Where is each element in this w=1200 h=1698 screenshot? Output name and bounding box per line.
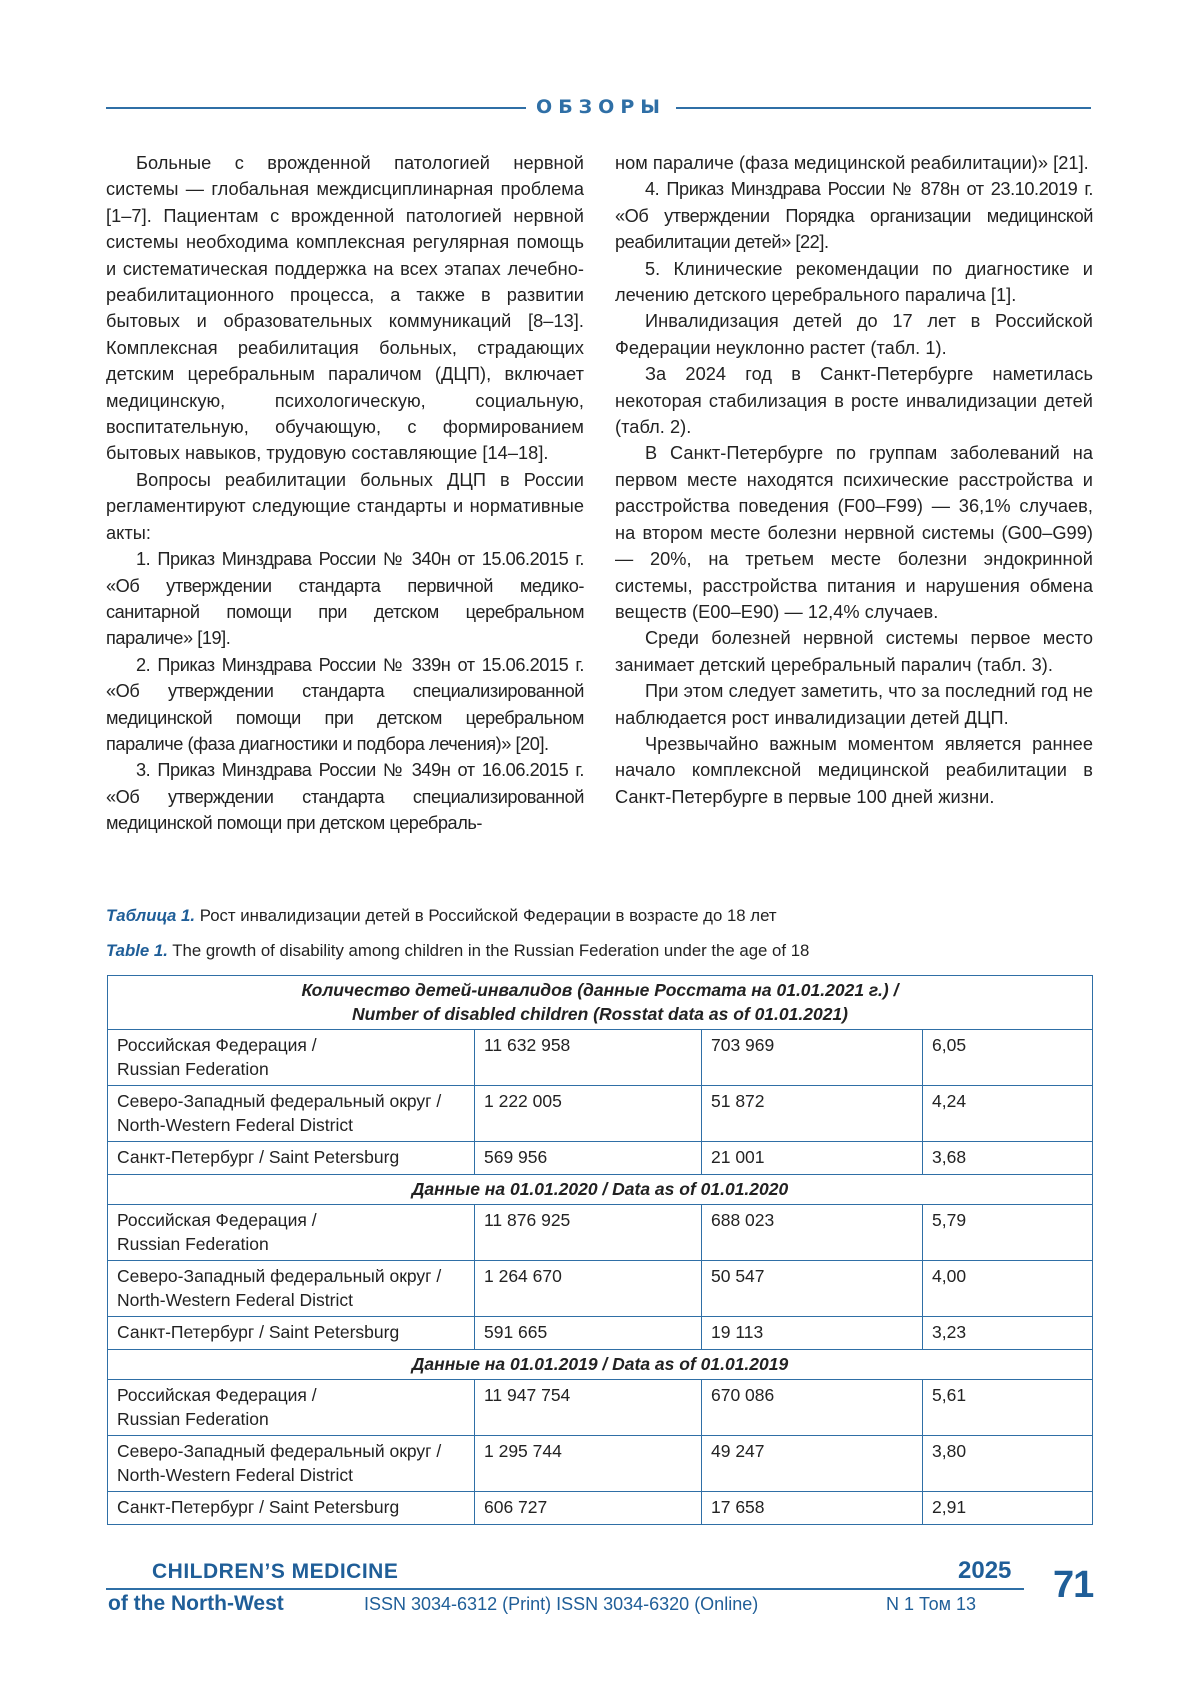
table-caption-ru-label: Таблица 1. — [106, 906, 196, 925]
total-children-cell: 11 876 925 — [475, 1205, 702, 1261]
region-cell — [108, 1205, 475, 1261]
volume-info: N 1 Том 13 — [886, 1594, 977, 1614]
section-title-line: Данные на 01.01.2020 / Data as of 01.01.2020 — [411, 1178, 789, 1199]
total-children-cell: 11 947 754 — [475, 1380, 702, 1436]
percent-cell: 3,80 — [923, 1436, 1093, 1492]
table-section-header — [108, 976, 1093, 1030]
percent-cell: 5,61 — [923, 1380, 1093, 1436]
region-name: Северо-Западный федеральный округ / — [117, 1441, 442, 1461]
region-name-en: North-Western Federal District — [117, 1464, 353, 1485]
total-children-cell: 606 727 — [475, 1492, 702, 1525]
journal-title: CHILDREN’S MEDICINE — [152, 1560, 399, 1583]
region-cell — [108, 1142, 475, 1175]
total-children-cell: 1 222 005 — [475, 1086, 702, 1142]
table-row — [108, 1261, 1093, 1317]
section-title-line: Number of disabled children (Rosstat data as of 01.01.2021) — [352, 1003, 848, 1024]
table-row — [108, 1030, 1093, 1086]
paragraph: 3. Приказ Минздрава России № 349н от 16.06.2015 г. «Об утверждении стандарта специализированной медицинской помощи при детском церебраль- — [106, 760, 584, 834]
region-cell — [108, 1492, 475, 1525]
paragraph: Среди болезней нервной системы первое место занимает детский церебральный паралич (табл. 3). — [615, 628, 1093, 675]
percent-cell: 2,91 — [923, 1492, 1093, 1525]
paragraph: 2. Приказ Минздрава России № 339н от 15.06.2015 г. «Об утверждении стандарта специализированной медицинской помощи при детском церебральном параличе (фаза диагностики и подбора лечения)» [20]. — [106, 654, 584, 754]
region-name-en: North-Western Federal District — [117, 1114, 353, 1135]
region-cell — [108, 1380, 475, 1436]
table-row — [108, 1380, 1093, 1436]
total-children-cell: 1 295 744 — [475, 1436, 702, 1492]
region-name: Санкт-Петербург / Saint Petersburg — [117, 1147, 400, 1167]
region-name-en: Russian Federation — [117, 1233, 269, 1254]
percent-cell: 4,00 — [923, 1261, 1093, 1317]
percent-cell: 3,23 — [923, 1317, 1093, 1350]
table-caption-en-text: The growth of disability among children in the Russian Federation under the age of 18 — [172, 941, 810, 960]
region-name: Санкт-Петербург / Saint Petersburg — [117, 1497, 400, 1517]
region-name-en: Russian Federation — [117, 1058, 269, 1079]
paragraph: ном параличе (фаза медицинской реабилитации)» [21]. — [615, 153, 1089, 173]
region-cell — [108, 1261, 475, 1317]
section-header — [106, 96, 1091, 120]
region-name: Северо-Западный федеральный округ / — [117, 1091, 442, 1111]
table-row — [108, 1492, 1093, 1525]
paragraph: 4. Приказ Минздрава России № 878н от 23.10.2019 г. «Об утверждении Порядка организации медицинской реабилитации детей» [22]. — [615, 179, 1093, 253]
region-cell — [108, 1317, 475, 1350]
section-title-cell — [108, 1174, 1093, 1205]
section-title-cell — [108, 976, 1093, 1030]
paragraph: Инвалидизация детей до 17 лет в Российской Федерации неуклонно растет (табл. 1). — [615, 311, 1093, 358]
left-text-column — [106, 150, 584, 837]
table-caption-ru-text: Рост инвалидизации детей в Российской Федерации в возрасте до 18 лет — [199, 906, 777, 925]
table-row — [108, 1317, 1093, 1350]
disabled-children-cell: 21 001 — [702, 1142, 923, 1175]
section-title-line: Количество детей-инвалидов (данные Росстата на 01.01.2021 г.) / — [301, 980, 899, 1000]
region-name: Санкт-Петербург / Saint Petersburg — [117, 1322, 400, 1342]
disabled-children-cell: 670 086 — [702, 1380, 923, 1436]
region-name: Российская Федерация / — [117, 1385, 317, 1405]
paragraph: Чрезвычайно важным моментом является раннее начало комплексной медицинской реабилитации в Санкт-Петербурге в первые 100 дней жизни. — [615, 733, 1093, 807]
total-children-cell: 591 665 — [475, 1317, 702, 1350]
paragraph: За 2024 год в Санкт-Петербурге наметилась некоторая стабилизация в росте инвалидизации детей (табл. 2). — [615, 364, 1093, 438]
table-section-header — [108, 1174, 1093, 1205]
paragraph: При этом следует заметить, что за последний год не наблюдается рост инвалидизации детей ДЦП. — [615, 681, 1093, 728]
section-title-cell — [108, 1349, 1093, 1380]
paragraph: Больные с врожденной патологией нервной системы — глобальная междисциплинарная проблема [1–7]. Пациентам с врожденной патологией нервной системы необходима комплексная регулярная помощь и систематическая поддержка на всех этапах лечебно-реабилитационного процесса, а также в развитии бытовых и образовательных коммуникаций [8–13]. Комплексная реабилитация больных, страдающих детским церебральным параличом (ДЦП), включает медицинскую, психологическую, социальную, воспитательную, обучающую, с формированием бытовых навыков, трудовую составляющие [14–18]. — [106, 153, 584, 464]
table-row — [108, 1086, 1093, 1142]
table-caption-ru — [106, 906, 1096, 926]
right-text-column — [615, 150, 1093, 810]
table-caption-en — [106, 941, 1096, 961]
data-table — [107, 975, 1093, 1525]
issn-info: ISSN 3034-6312 (Print) ISSN 3034-6320 (Online) — [364, 1594, 759, 1614]
percent-cell: 3,68 — [923, 1142, 1093, 1175]
header-rule-right — [676, 107, 1091, 109]
percent-cell: 6,05 — [923, 1030, 1093, 1086]
disabled-children-cell: 703 969 — [702, 1030, 923, 1086]
region-cell — [108, 1030, 475, 1086]
footer-rule — [106, 1588, 1024, 1590]
page-footer — [106, 1557, 1096, 1630]
disabled-children-cell: 49 247 — [702, 1436, 923, 1492]
table-section-header — [108, 1349, 1093, 1380]
table-row — [108, 1205, 1093, 1261]
total-children-cell: 1 264 670 — [475, 1261, 702, 1317]
section-title-line: Данные на 01.01.2019 / Data as of 01.01.2019 — [411, 1353, 789, 1374]
region-cell — [108, 1086, 475, 1142]
region-name-en: Russian Federation — [117, 1408, 269, 1429]
disabled-children-cell: 50 547 — [702, 1261, 923, 1317]
paragraph: Вопросы реабилитации больных ДЦП в России регламентируют следующие стандарты и нормативные акты: — [106, 469, 584, 543]
region-name: Северо-Западный федеральный округ / — [117, 1266, 442, 1286]
percent-cell: 5,79 — [923, 1205, 1093, 1261]
disabled-children-cell: 19 113 — [702, 1317, 923, 1350]
table-row — [108, 1142, 1093, 1175]
table-caption-en-label: Table 1. — [106, 941, 168, 960]
header-rule-left — [106, 107, 526, 109]
paragraph: 1. Приказ Минздрава России № 340н от 15.06.2015 г. «Об утверждении стандарта первичной медико-санитарной помощи при детском церебральном параличе» [19]. — [106, 549, 584, 649]
total-children-cell: 569 956 — [475, 1142, 702, 1175]
disabled-children-cell: 51 872 — [702, 1086, 923, 1142]
total-children-cell: 11 632 958 — [475, 1030, 702, 1086]
journal-subtitle: of the North-West — [108, 1592, 284, 1615]
region-name-en: North-Western Federal District — [117, 1289, 353, 1310]
region-name: Российская Федерация / — [117, 1035, 317, 1055]
region-cell — [108, 1436, 475, 1492]
section-title: ОБЗОРЫ — [536, 96, 666, 118]
page-number: 71 — [1053, 1564, 1094, 1606]
table-row — [108, 1436, 1093, 1492]
disabled-children-cell: 688 023 — [702, 1205, 923, 1261]
paragraph: 5. Клинические рекомендации по диагностике и лечению детского церебрального паралича [1]. — [615, 258, 1093, 306]
disabled-children-cell: 17 658 — [702, 1492, 923, 1525]
publication-year: 2025 — [958, 1557, 1012, 1584]
region-name: Российская Федерация / — [117, 1210, 317, 1230]
paragraph: В Санкт-Петербурге по группам заболеваний на первом месте находятся психические расстройства и расстройства поведения (F00–F99) — 36,1% случаев, на втором месте болезни нервной системы (G00–G99) — 20%, на третьем месте болезни эндокринной системы, расстройства питания и нарушения обмена веществ (E00–E90) — 12,4% случаев. — [615, 443, 1093, 622]
percent-cell: 4,24 — [923, 1086, 1093, 1142]
